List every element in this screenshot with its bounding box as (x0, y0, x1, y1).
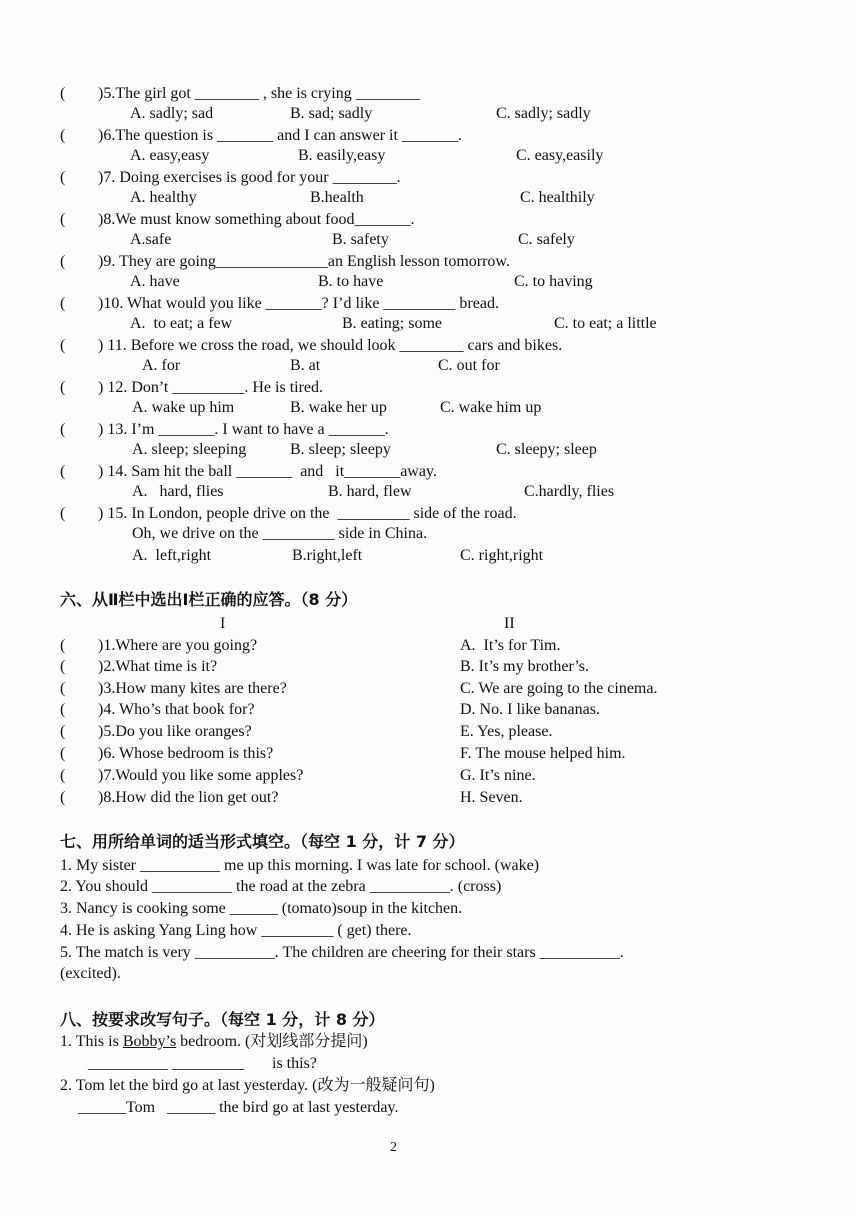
question-item: )1.Where are you going? (98, 637, 258, 654)
option-b: B. easily,easy (298, 147, 386, 164)
q1-suffix: bedroom. (对划线部分提问) (176, 1033, 368, 1050)
response-item: A. It’s for Tim. (460, 637, 561, 654)
question-item: )4. Who’s that book for? (98, 701, 255, 718)
answer-paren: ( (60, 637, 66, 654)
option-c: C. easy,easily (516, 147, 604, 164)
answer-paren: ( (60, 379, 66, 396)
fill-line: 3. Nancy is cooking some ______ (tomato)soup in the kitchen. (60, 900, 463, 917)
question-text-line2: Oh, we drive on the _________ side in China. (132, 525, 428, 542)
response-item: F. The mouse helped him. (460, 745, 626, 762)
response-item: E. Yes, please. (460, 723, 553, 740)
option-b: B. safety (332, 231, 389, 248)
question-item: )8.How did the lion get out? (98, 789, 279, 806)
question-text: )10. What would you like _______? I’d like _________ bread. (98, 295, 499, 312)
answer-line: ______Tom ______ the bird go at last yesterday. (78, 1099, 399, 1116)
fill-line: (excited). (60, 965, 121, 982)
option-c: C. to eat; a little (554, 315, 657, 332)
answer-paren: ( (60, 767, 66, 784)
option-b: B. to have (318, 273, 384, 290)
answer-paren: ( (60, 701, 66, 718)
answer-paren: ( (60, 505, 66, 522)
answer-paren: ( (60, 680, 66, 697)
question-text: ) 11. Before we cross the road, we should look ________ cars and bikes. (98, 337, 563, 354)
answer-paren: ( (60, 789, 66, 806)
option-b: B. sleep; sleepy (290, 441, 391, 458)
question-text: ) 15. In London, people drive on the _________ side of the road. (98, 505, 517, 522)
question-text: )7. Doing exercises is good for your ________. (98, 169, 401, 186)
rewrite-question-2: 2. Tom let the bird go at last yesterday. (改为一般疑问句) (60, 1077, 435, 1094)
option-b: B. eating; some (342, 315, 442, 332)
option-c: C. wake him up (440, 399, 542, 416)
response-item: G. It’s nine. (460, 767, 536, 784)
question-text: ) 14. Sam hit the ball _______ and it_______away. (98, 463, 437, 480)
option-c: C. safely (518, 231, 575, 248)
section-title: 六、从Ⅱ栏中选出Ⅰ栏正确的应答。（8 分） (60, 590, 358, 609)
option-b: B. at (290, 357, 321, 374)
response-item: C. We are going to the cinema. (460, 680, 658, 697)
option-c: C. to having (514, 273, 593, 290)
response-item: H. Seven. (460, 789, 523, 806)
option-b: B.right,left (292, 547, 363, 564)
column-header-2: II (504, 615, 515, 632)
question-text: )5.The girl got ________ , she is crying ________ (98, 85, 420, 102)
rewrite-question-1 (60, 1032, 368, 1052)
question-text: )8.We must know something about food_______. (98, 211, 415, 228)
question-item: )2.What time is it? (98, 658, 218, 675)
answer-paren: ( (60, 421, 66, 438)
section-title: 八、按要求改写句子。（每空 1 分，计 8 分） (60, 1010, 385, 1029)
option-a: A. healthy (130, 189, 197, 206)
response-item: D. No. I like bananas. (460, 701, 600, 718)
answer-paren: ( (60, 295, 66, 312)
answer-paren: ( (60, 169, 66, 186)
answer-paren: ( (60, 253, 66, 270)
answer-paren: ( (60, 127, 66, 144)
option-c: C. sadly; sadly (496, 105, 591, 122)
question-text: ) 13. I’m _______. I want to have a _______. (98, 421, 389, 438)
option-a: A. hard, flies (132, 483, 224, 500)
question-text: ) 12. Don’t _________. He is tired. (98, 379, 324, 396)
fill-line: 1. My sister __________ me up this morning. I was late for school. (wake) (60, 857, 540, 874)
question-text: )9. They are going______________an English lesson tomorrow. (98, 253, 510, 270)
option-b: B. wake her up (290, 399, 387, 416)
option-c: C.hardly, flies (524, 483, 615, 500)
option-a: A. sadly; sad (130, 105, 214, 122)
option-a: A.safe (130, 231, 172, 248)
question-item: )3.How many kites are there? (98, 680, 287, 697)
question-item: )6. Whose bedroom is this? (98, 745, 274, 762)
section-title: 七、用所给单词的适当形式填空。（每空 1 分，计 7 分） (60, 832, 465, 851)
question-item: )7.Would you like some apples? (98, 767, 304, 784)
question-text: )6.The question is _______ and I can answer it _______. (98, 127, 462, 144)
option-a: A. easy,easy (130, 147, 210, 164)
option-a: A. sleep; sleeping (132, 441, 247, 458)
answer-paren: ( (60, 337, 66, 354)
answer-paren: ( (60, 723, 66, 740)
answer-paren: ( (60, 463, 66, 480)
question-item: )5.Do you like oranges? (98, 723, 252, 740)
answer-paren: ( (60, 85, 66, 102)
option-c: C. out for (438, 357, 500, 374)
answer-paren: ( (60, 745, 66, 762)
option-c: C. sleepy; sleep (496, 441, 597, 458)
q1-prefix: 1. This is (60, 1033, 123, 1050)
option-b: B. sad; sadly (290, 105, 373, 122)
option-a: A. to eat; a few (130, 315, 233, 332)
answer-paren: ( (60, 211, 66, 228)
page-number: 2 (390, 1140, 397, 1155)
option-c: C. right,right (460, 547, 544, 564)
fill-line: 5. The match is very __________. The children are cheering for their stars __________. (60, 944, 624, 961)
column-header-1: I (220, 615, 226, 632)
option-a: A. wake up him (132, 399, 235, 416)
underlined-word: Bobby’s (122, 1033, 177, 1050)
option-a: A. have (130, 273, 180, 290)
option-b: B. hard, flew (328, 483, 412, 500)
option-b: B.health (310, 189, 364, 206)
answer-line: __________ _________ is this? (88, 1055, 317, 1072)
answer-paren: ( (60, 658, 66, 675)
option-a: A. for (142, 357, 181, 374)
response-item: B. It’s my brother’s. (460, 658, 590, 675)
option-a: A. left,right (132, 547, 212, 564)
fill-line: 4. He is asking Yang Ling how _________ ( get) there. (60, 922, 412, 939)
option-c: C. healthily (520, 189, 595, 206)
fill-line: 2. You should __________ the road at the zebra __________. (cross) (60, 878, 502, 895)
